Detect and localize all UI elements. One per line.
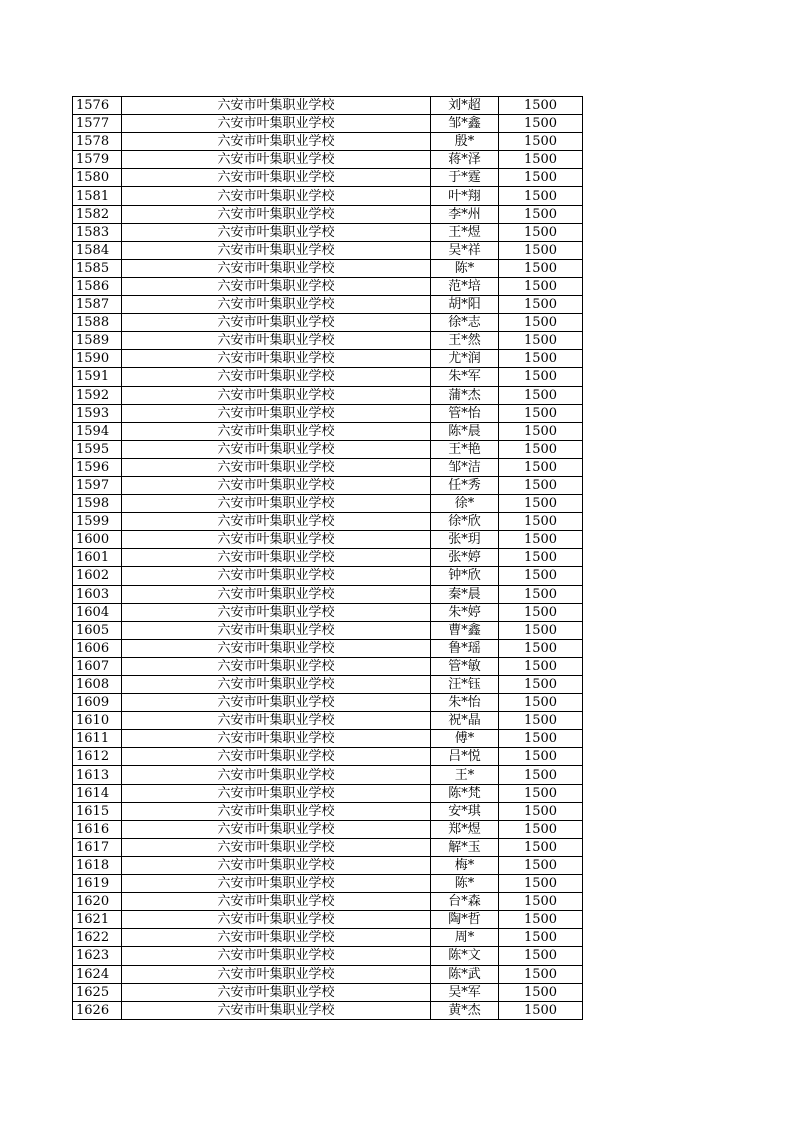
school-cell: 六安市叶集职业学校 [122,241,431,259]
student-name-cell: 刘*超 [431,97,499,115]
student-name-cell: 胡*阳 [431,296,499,314]
row-number-cell: 1599 [73,513,122,531]
student-name-cell: 王* [431,766,499,784]
school-cell: 六安市叶集职业学校 [122,513,431,531]
school-cell: 六安市叶集职业学校 [122,440,431,458]
amount-cell: 1500 [499,947,583,965]
table-row [73,621,583,639]
table-row [73,386,583,404]
row-number-cell: 1590 [73,350,122,368]
amount-cell: 1500 [499,694,583,712]
table-row [73,603,583,621]
table-row [73,495,583,513]
amount-cell: 1500 [499,911,583,929]
table-row [73,983,583,1001]
row-number-cell: 1626 [73,1001,122,1019]
student-name-cell: 傅* [431,730,499,748]
row-number-cell: 1593 [73,404,122,422]
table-row [73,259,583,277]
row-number-cell: 1585 [73,259,122,277]
row-number-cell: 1580 [73,169,122,187]
row-number-cell: 1600 [73,531,122,549]
school-cell: 六安市叶集职业学校 [122,712,431,730]
school-cell: 六安市叶集职业学校 [122,947,431,965]
amount-cell: 1500 [499,676,583,694]
school-cell: 六安市叶集职业学校 [122,748,431,766]
row-number-cell: 1589 [73,332,122,350]
amount-cell: 1500 [499,296,583,314]
school-cell: 六安市叶集职业学校 [122,657,431,675]
table-row [73,549,583,567]
row-number-cell: 1621 [73,911,122,929]
school-cell: 六安市叶集职业学校 [122,386,431,404]
table-row [73,676,583,694]
row-number-cell: 1617 [73,838,122,856]
student-name-cell: 秦*晨 [431,585,499,603]
row-number-cell: 1584 [73,241,122,259]
student-name-cell: 王*艳 [431,440,499,458]
amount-cell: 1500 [499,115,583,133]
table-row [73,458,583,476]
table-row [73,368,583,386]
table-row [73,350,583,368]
amount-cell: 1500 [499,603,583,621]
amount-cell: 1500 [499,332,583,350]
row-number-cell: 1582 [73,205,122,223]
row-number-cell: 1608 [73,676,122,694]
amount-cell: 1500 [499,983,583,1001]
table-row [73,875,583,893]
school-cell: 六安市叶集职业学校 [122,350,431,368]
table-row [73,404,583,422]
school-cell: 六安市叶集职业学校 [122,676,431,694]
row-number-cell: 1602 [73,567,122,585]
amount-cell: 1500 [499,802,583,820]
student-name-cell: 管*敏 [431,657,499,675]
school-cell: 六安市叶集职业学校 [122,838,431,856]
row-number-cell: 1622 [73,929,122,947]
amount-cell: 1500 [499,730,583,748]
table-row [73,332,583,350]
table-row [73,838,583,856]
student-name-cell: 陈* [431,259,499,277]
table-row [73,585,583,603]
amount-cell: 1500 [499,350,583,368]
student-name-cell: 徐*志 [431,314,499,332]
row-number-cell: 1610 [73,712,122,730]
student-name-cell: 徐*欣 [431,513,499,531]
student-name-cell: 安*琪 [431,802,499,820]
student-name-cell: 郑*煜 [431,820,499,838]
school-cell: 六安市叶集职业学校 [122,151,431,169]
school-cell: 六安市叶集职业学校 [122,730,431,748]
school-cell: 六安市叶集职业学校 [122,476,431,494]
student-name-cell: 殷* [431,133,499,151]
row-number-cell: 1623 [73,947,122,965]
table-row [73,694,583,712]
school-cell: 六安市叶集职业学校 [122,97,431,115]
table-row [73,513,583,531]
school-cell: 六安市叶集职业学校 [122,549,431,567]
student-name-cell: 蒋*泽 [431,151,499,169]
school-cell: 六安市叶集职业学校 [122,314,431,332]
school-cell: 六安市叶集职业学校 [122,531,431,549]
row-number-cell: 1596 [73,458,122,476]
student-name-cell: 管*怡 [431,404,499,422]
school-cell: 六安市叶集职业学校 [122,766,431,784]
school-cell: 六安市叶集职业学校 [122,965,431,983]
amount-cell: 1500 [499,567,583,585]
subsidy-table [72,96,583,1020]
row-number-cell: 1591 [73,368,122,386]
row-number-cell: 1588 [73,314,122,332]
table-row [73,205,583,223]
row-number-cell: 1613 [73,766,122,784]
amount-cell: 1500 [499,205,583,223]
school-cell: 六安市叶集职业学校 [122,585,431,603]
amount-cell: 1500 [499,875,583,893]
table-row [73,151,583,169]
student-name-cell: 陈*梵 [431,784,499,802]
table-row [73,296,583,314]
table-row [73,476,583,494]
school-cell: 六安市叶集职业学校 [122,495,431,513]
amount-cell: 1500 [499,368,583,386]
table-row [73,965,583,983]
table-row [73,531,583,549]
row-number-cell: 1581 [73,187,122,205]
row-number-cell: 1606 [73,639,122,657]
student-name-cell: 汪*钰 [431,676,499,694]
amount-cell: 1500 [499,1001,583,1019]
school-cell: 六安市叶集职业学校 [122,422,431,440]
school-cell: 六安市叶集职业学校 [122,784,431,802]
amount-cell: 1500 [499,495,583,513]
school-cell: 六安市叶集职业学校 [122,893,431,911]
amount-cell: 1500 [499,458,583,476]
table-row [73,440,583,458]
row-number-cell: 1619 [73,875,122,893]
amount-cell: 1500 [499,585,583,603]
student-name-cell: 陶*哲 [431,911,499,929]
row-number-cell: 1620 [73,893,122,911]
school-cell: 六安市叶集职业学校 [122,875,431,893]
amount-cell: 1500 [499,639,583,657]
amount-cell: 1500 [499,712,583,730]
school-cell: 六安市叶集职业学校 [122,169,431,187]
row-number-cell: 1605 [73,621,122,639]
student-name-cell: 王*煜 [431,223,499,241]
student-name-cell: 陈*文 [431,947,499,965]
school-cell: 六安市叶集职业学校 [122,911,431,929]
school-cell: 六安市叶集职业学校 [122,404,431,422]
table-row [73,187,583,205]
student-name-cell: 任*秀 [431,476,499,494]
amount-cell: 1500 [499,893,583,911]
student-name-cell: 叶*翔 [431,187,499,205]
amount-cell: 1500 [499,856,583,874]
row-number-cell: 1577 [73,115,122,133]
row-number-cell: 1576 [73,97,122,115]
school-cell: 六安市叶集职业学校 [122,621,431,639]
table-row [73,820,583,838]
amount-cell: 1500 [499,314,583,332]
row-number-cell: 1604 [73,603,122,621]
row-number-cell: 1625 [73,983,122,1001]
row-number-cell: 1609 [73,694,122,712]
student-name-cell: 张*婷 [431,549,499,567]
amount-cell: 1500 [499,513,583,531]
school-cell: 六安市叶集职业学校 [122,929,431,947]
school-cell: 六安市叶集职业学校 [122,205,431,223]
student-name-cell: 朱*婷 [431,603,499,621]
row-number-cell: 1601 [73,549,122,567]
amount-cell: 1500 [499,838,583,856]
amount-cell: 1500 [499,223,583,241]
row-number-cell: 1597 [73,476,122,494]
amount-cell: 1500 [499,97,583,115]
student-name-cell: 陈*武 [431,965,499,983]
amount-cell: 1500 [499,929,583,947]
table-row [73,802,583,820]
student-name-cell: 于*霆 [431,169,499,187]
table-row [73,748,583,766]
row-number-cell: 1594 [73,422,122,440]
row-number-cell: 1612 [73,748,122,766]
row-number-cell: 1615 [73,802,122,820]
amount-cell: 1500 [499,422,583,440]
school-cell: 六安市叶集职业学校 [122,802,431,820]
row-number-cell: 1578 [73,133,122,151]
student-name-cell: 吴*军 [431,983,499,1001]
student-name-cell: 李*州 [431,205,499,223]
amount-cell: 1500 [499,748,583,766]
school-cell: 六安市叶集职业学校 [122,694,431,712]
amount-cell: 1500 [499,549,583,567]
student-name-cell: 邹*洁 [431,458,499,476]
amount-cell: 1500 [499,241,583,259]
student-name-cell: 王*然 [431,332,499,350]
amount-cell: 1500 [499,621,583,639]
amount-cell: 1500 [499,386,583,404]
student-name-cell: 范*培 [431,277,499,295]
amount-cell: 1500 [499,476,583,494]
student-name-cell: 解*玉 [431,838,499,856]
row-number-cell: 1595 [73,440,122,458]
amount-cell: 1500 [499,404,583,422]
table-row [73,169,583,187]
amount-cell: 1500 [499,657,583,675]
student-name-cell: 朱*军 [431,368,499,386]
school-cell: 六安市叶集职业学校 [122,115,431,133]
table-row [73,97,583,115]
amount-cell: 1500 [499,259,583,277]
table-row [73,314,583,332]
school-cell: 六安市叶集职业学校 [122,458,431,476]
table-row [73,929,583,947]
school-cell: 六安市叶集职业学校 [122,820,431,838]
student-name-cell: 陈* [431,875,499,893]
student-name-cell: 吴*祥 [431,241,499,259]
row-number-cell: 1579 [73,151,122,169]
amount-cell: 1500 [499,133,583,151]
table-row [73,133,583,151]
student-name-cell: 钟*欣 [431,567,499,585]
amount-cell: 1500 [499,440,583,458]
school-cell: 六安市叶集职业学校 [122,856,431,874]
student-name-cell: 梅* [431,856,499,874]
row-number-cell: 1603 [73,585,122,603]
school-cell: 六安市叶集职业学校 [122,187,431,205]
student-name-cell: 周* [431,929,499,947]
student-name-cell: 祝*晶 [431,712,499,730]
row-number-cell: 1624 [73,965,122,983]
row-number-cell: 1583 [73,223,122,241]
amount-cell: 1500 [499,187,583,205]
school-cell: 六安市叶集职业学校 [122,603,431,621]
school-cell: 六安市叶集职业学校 [122,983,431,1001]
amount-cell: 1500 [499,965,583,983]
row-number-cell: 1611 [73,730,122,748]
row-number-cell: 1607 [73,657,122,675]
school-cell: 六安市叶集职业学校 [122,277,431,295]
student-name-cell: 鲁*瑶 [431,639,499,657]
school-cell: 六安市叶集职业学校 [122,332,431,350]
row-number-cell: 1586 [73,277,122,295]
table-row [73,277,583,295]
table-row [73,422,583,440]
school-cell: 六安市叶集职业学校 [122,368,431,386]
table-row [73,223,583,241]
amount-cell: 1500 [499,820,583,838]
school-cell: 六安市叶集职业学校 [122,639,431,657]
table-row [73,639,583,657]
amount-cell: 1500 [499,766,583,784]
table-row [73,115,583,133]
table-row [73,784,583,802]
student-name-cell: 台*森 [431,893,499,911]
student-name-cell: 尤*润 [431,350,499,368]
student-name-cell: 吕*悦 [431,748,499,766]
table-body [73,97,583,1020]
table-row [73,712,583,730]
school-cell: 六安市叶集职业学校 [122,567,431,585]
student-name-cell: 黄*杰 [431,1001,499,1019]
row-number-cell: 1614 [73,784,122,802]
table-row [73,911,583,929]
amount-cell: 1500 [499,169,583,187]
row-number-cell: 1616 [73,820,122,838]
school-cell: 六安市叶集职业学校 [122,1001,431,1019]
table-row [73,730,583,748]
student-name-cell: 邹*鑫 [431,115,499,133]
row-number-cell: 1618 [73,856,122,874]
student-name-cell: 朱*怡 [431,694,499,712]
amount-cell: 1500 [499,531,583,549]
amount-cell: 1500 [499,277,583,295]
table-row [73,947,583,965]
school-cell: 六安市叶集职业学校 [122,133,431,151]
student-name-cell: 蒲*杰 [431,386,499,404]
student-name-cell: 张*玥 [431,531,499,549]
amount-cell: 1500 [499,151,583,169]
row-number-cell: 1592 [73,386,122,404]
row-number-cell: 1587 [73,296,122,314]
row-number-cell: 1598 [73,495,122,513]
table-row [73,856,583,874]
table-row [73,766,583,784]
table-row [73,241,583,259]
student-name-cell: 陈*晨 [431,422,499,440]
table-row [73,567,583,585]
table-row [73,893,583,911]
school-cell: 六安市叶集职业学校 [122,223,431,241]
table-row [73,1001,583,1019]
student-name-cell: 曹*鑫 [431,621,499,639]
student-name-cell: 徐* [431,495,499,513]
school-cell: 六安市叶集职业学校 [122,259,431,277]
table-row [73,657,583,675]
school-cell: 六安市叶集职业学校 [122,296,431,314]
amount-cell: 1500 [499,784,583,802]
